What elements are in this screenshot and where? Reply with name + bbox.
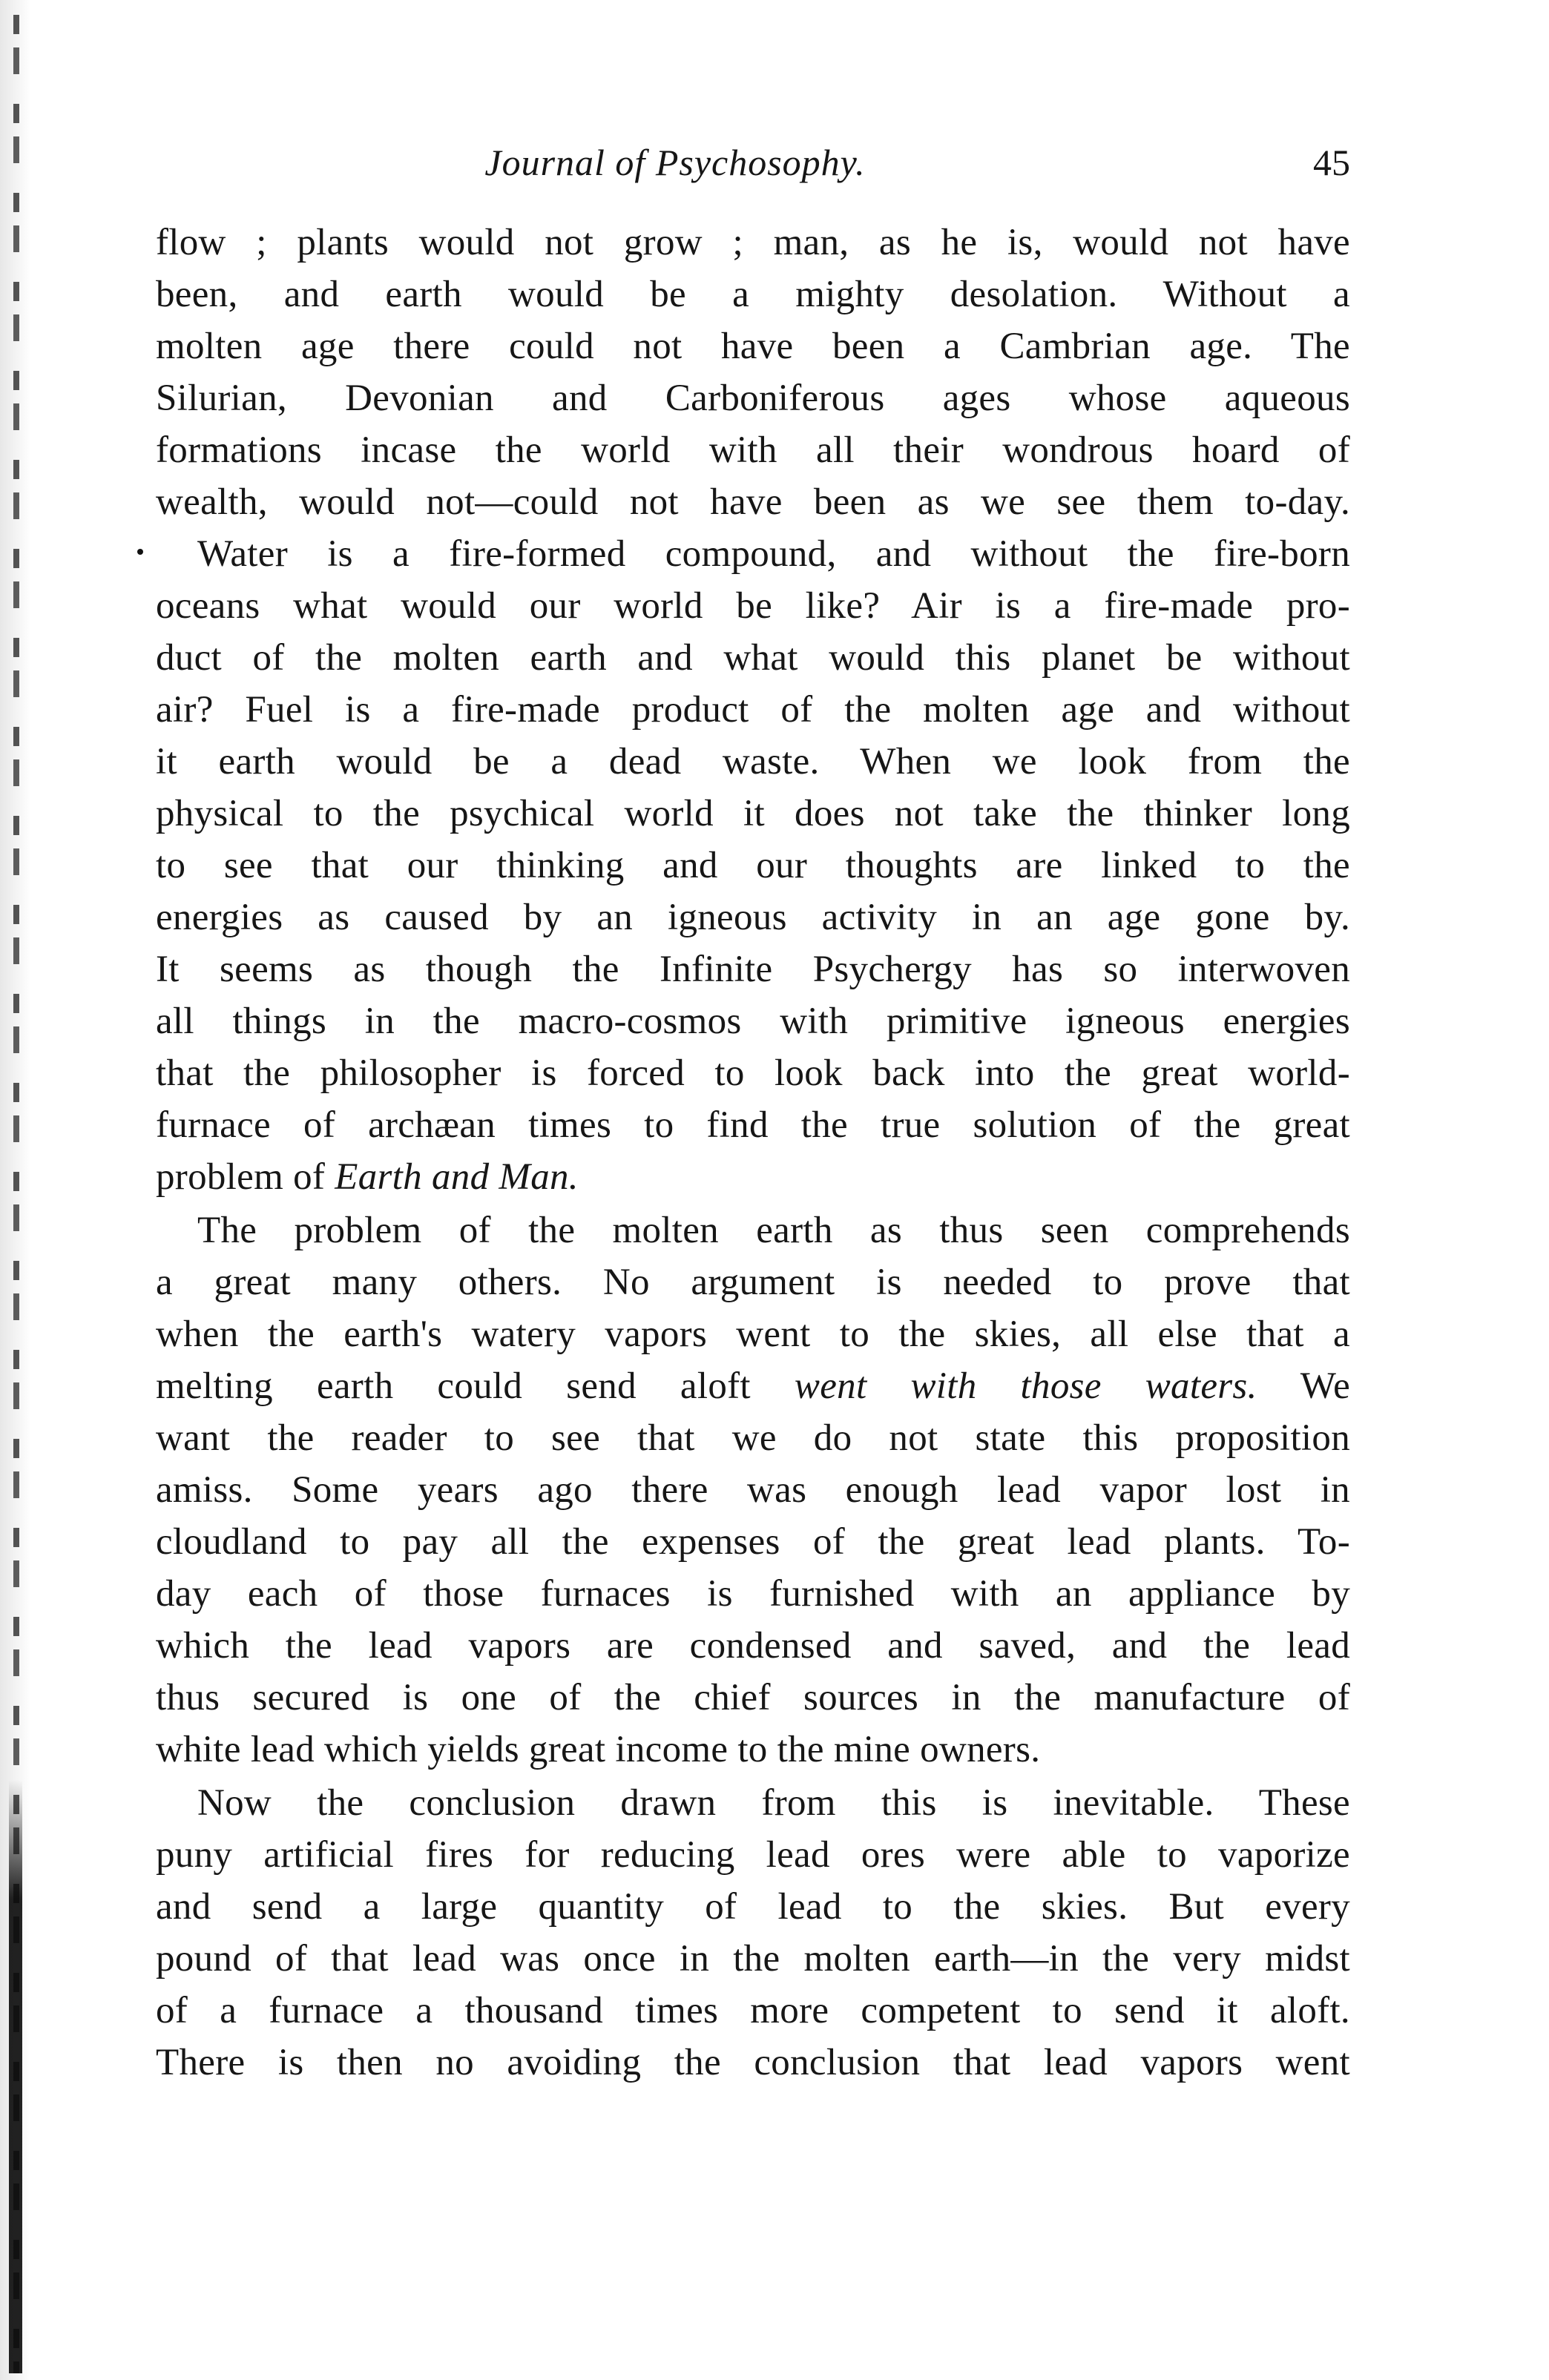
text-line: when the earth's watery vapors went to the skies, all else that a: [156, 1313, 1350, 1355]
text-line: white lead which yields great income to the mine owners.: [156, 1729, 1041, 1770]
text-line: physical to the psychical world it does not take the thinker long: [156, 793, 1350, 834]
text-line: a great many others. No argument is needed to prove that: [156, 1262, 1350, 1303]
running-title: Journal of Psychosophy.: [484, 142, 866, 183]
binding-dark-strip: [9, 1780, 22, 2373]
text-line: formations incase the world with all their wondrous hoard of: [156, 429, 1350, 471]
text-line: that the philosopher is forced to look back into the great world-: [156, 1052, 1350, 1094]
text-line: thus secured is one of the chief sources in the manufacture of: [156, 1677, 1350, 1718]
text-line: amiss. Some years ago there was enough lead vapor lost in: [156, 1469, 1350, 1511]
text-line: want the reader to see that we do not state this proposition: [156, 1417, 1350, 1459]
text-line: day each of those furnaces is furnished with an appliance by: [156, 1573, 1350, 1615]
text-line: Now the conclusion drawn from this is inevitable. These: [197, 1782, 1350, 1824]
text-line: puny artificial fires for reducing lead ores were able to vaporize: [156, 1834, 1350, 1876]
text-run: problem of: [156, 1156, 335, 1198]
text-line: wealth, would not—could not have been as we see them to-day.: [156, 481, 1350, 523]
text-line: It seems as though the Infinite Psychergy has so interwoven: [156, 949, 1350, 990]
text-line: been, and earth would be a mighty desolation. Without a: [156, 274, 1350, 315]
italic-run: Earth and Man.: [335, 1156, 579, 1198]
text-line: to see that our thinking and our thoughts are linked to the: [156, 845, 1350, 886]
text-line: air? Fuel is a fire-made product of the molten age and without: [156, 689, 1350, 731]
text-line: it earth would be a dead waste. When we look from the: [156, 741, 1350, 782]
body-text: [156, 217, 1350, 2090]
text-line: and send a large quantity of lead to the skies. But every: [156, 1886, 1350, 1928]
text-line: The problem of the molten earth as thus seen comprehends: [197, 1210, 1350, 1251]
text-line: which the lead vapors are condensed and saved, and the lead: [156, 1625, 1350, 1667]
text-line: [156, 1360, 1350, 1412]
text-line: cloudland to pay all the expenses of the great lead plants. To-: [156, 1521, 1350, 1563]
text-line: energies as caused by an igneous activity in an age gone by.: [156, 897, 1350, 938]
page-header: [156, 133, 1350, 193]
binding-shadow: [0, 0, 45, 2380]
text-line: furnace of archæan times to find the true solution of the great: [156, 1104, 1350, 1146]
italic-run: went with those waters.: [794, 1365, 1257, 1407]
text-line: all things in the macro-cosmos with primitive igneous energies: [156, 1001, 1350, 1042]
paragraph-1: [156, 217, 1350, 1203]
text-line: Water is a fire-formed compound, and without the fire-born: [197, 533, 1350, 575]
paragraph-2: [156, 1204, 1350, 1776]
text-line: oceans what would our world be like? Air is a fire-made pro-: [156, 585, 1350, 627]
margin-bullet-mark: [137, 549, 143, 555]
text-line: duct of the molten earth and what would this planet be without: [156, 637, 1350, 679]
text-run: melting earth could send aloft: [156, 1365, 795, 1407]
text-line: molten age there could not have been a Cambrian age. The: [156, 326, 1350, 367]
text-line: Silurian, Devonian and Carboniferous ages whose aqueous: [156, 378, 1350, 419]
text-line: pound of that lead was once in the molten earth—in the very midst: [156, 1938, 1350, 1980]
text-run: We: [1257, 1365, 1351, 1407]
paragraph-3: [156, 1777, 1350, 2089]
text-line: of a furnace a thousand times more competent to send it aloft.: [156, 1990, 1350, 2031]
text-line: [156, 1151, 1350, 1203]
text-line: flow ; plants would not grow ; man, as he is, would not have: [156, 222, 1350, 263]
text-line: There is then no avoiding the conclusion that lead vapors went: [156, 2042, 1350, 2083]
page-number: 45: [1313, 142, 1350, 183]
